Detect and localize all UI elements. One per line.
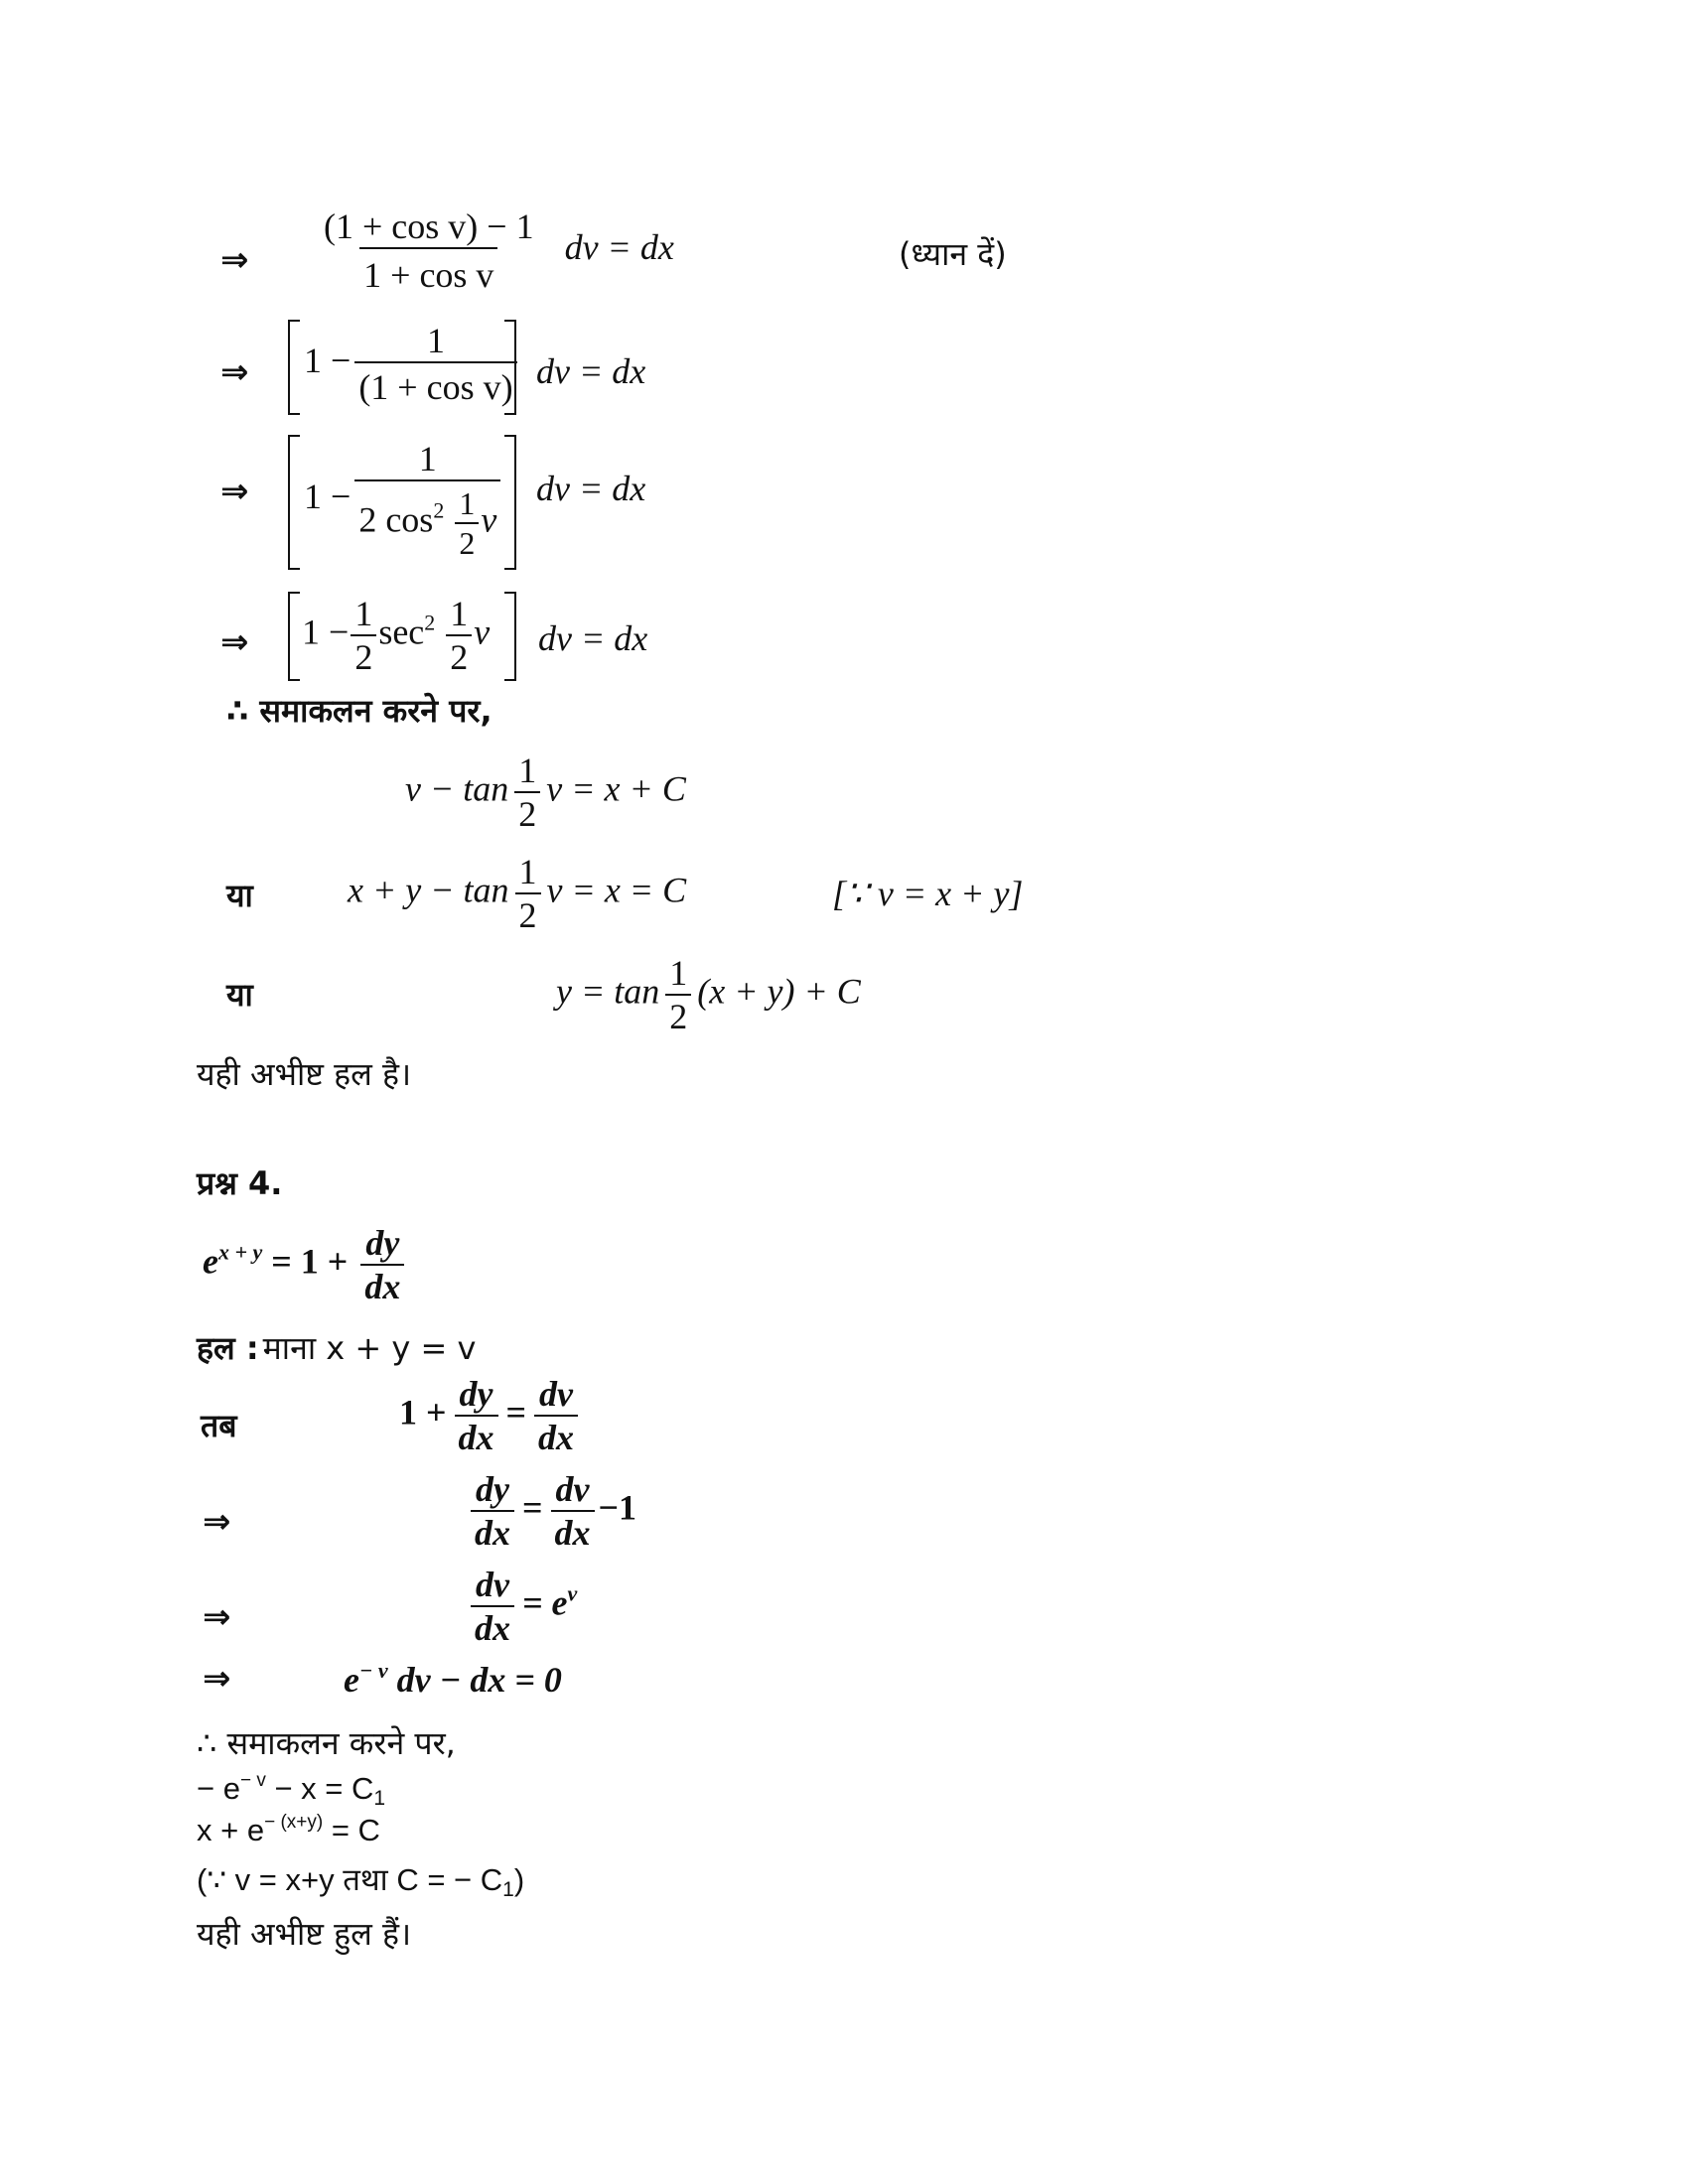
- step-tab-equation: [399, 1376, 586, 1455]
- exponent: − v: [358, 1658, 388, 1683]
- fraction-numerator: 1: [418, 439, 437, 478]
- ya-label: या: [226, 877, 253, 914]
- bracket-left: [288, 435, 300, 570]
- solution-line: [197, 1329, 477, 1367]
- half-denominator: 2: [446, 634, 472, 675]
- half-denominator: 2: [514, 791, 540, 832]
- bracket-left: [288, 320, 300, 415]
- half-denominator: 2: [351, 634, 376, 675]
- fraction-denominator: (1 + cos v): [354, 361, 516, 405]
- exp-base: e: [203, 1241, 218, 1282]
- equation-rhs: dv = dx: [536, 469, 646, 508]
- bracket-right: [504, 592, 516, 681]
- fraction-numerator: dy: [459, 1374, 493, 1414]
- variable-v: v: [481, 499, 497, 540]
- subscript: 1: [502, 1878, 514, 1901]
- minus-one: −1: [598, 1487, 637, 1528]
- exponent: 2: [433, 497, 445, 523]
- ya-label: या: [226, 976, 253, 1014]
- solution-text: माना x + y = v: [262, 1329, 477, 1367]
- result-part: (∵ v = x+y तथा C = − C: [197, 1862, 503, 1897]
- therefore-symbol: ∴: [226, 692, 249, 730]
- one-minus: 1 −: [302, 612, 350, 652]
- integrate-text: समाकलन करने पर,: [259, 692, 492, 730]
- integrate-line-2: [197, 1724, 456, 1762]
- fraction-numerator: dv: [539, 1374, 574, 1414]
- step-2-equation: [463, 1471, 636, 1551]
- fraction-numerator: dy: [476, 1469, 509, 1509]
- fraction-denominator: dx: [471, 1605, 514, 1646]
- result-part: = C: [323, 1813, 380, 1847]
- equation-mid: = 1 +: [262, 1241, 357, 1282]
- implies-arrow: ⇒: [203, 1502, 231, 1542]
- equation-step-4: [302, 596, 490, 675]
- half-denominator: 2: [665, 994, 691, 1034]
- note-dhyan-den: (ध्यान दें): [899, 235, 1007, 273]
- equation-rhs: dv = dx: [538, 618, 648, 658]
- half-denominator: 2: [515, 892, 541, 933]
- fraction-numerator: dv: [476, 1565, 509, 1604]
- bracket-right: [504, 435, 516, 570]
- tab-label: तब: [201, 1407, 237, 1444]
- half-numerator: 1: [354, 594, 373, 633]
- equation-rhs: v = x + C: [546, 768, 686, 809]
- result-line-3: [197, 1862, 525, 1901]
- equation-rhs: dv = dx: [536, 351, 646, 391]
- fraction-denominator: 1 + cos v: [359, 247, 497, 293]
- fraction-denominator: dx: [360, 1264, 404, 1304]
- one-minus: 1 −: [304, 476, 352, 516]
- fraction-numerator: dy: [365, 1223, 400, 1263]
- exponent: − v: [239, 1770, 266, 1791]
- integrate-text: समाकलन करने पर,: [226, 1724, 456, 1762]
- result-line-2: [197, 1812, 380, 1847]
- result-equation-3: [556, 955, 861, 1034]
- implies-arrow: ⇒: [220, 240, 249, 280]
- implies-arrow: ⇒: [220, 472, 249, 511]
- result-part: − e: [197, 1771, 240, 1806]
- result-part: x + e: [197, 1813, 265, 1847]
- fraction-numerator: (1 + cos v) − 1: [324, 206, 534, 246]
- solution-label: हल :: [197, 1329, 259, 1367]
- variable-v: v: [474, 612, 491, 652]
- fraction-denominator: dx: [471, 1510, 514, 1551]
- implies-arrow: ⇒: [203, 1659, 231, 1699]
- exponent: − (x+y): [264, 1812, 324, 1833]
- result-part: ): [513, 1862, 525, 1897]
- equation-lhs: v − tan: [405, 768, 509, 809]
- step-3-equation: [463, 1567, 577, 1646]
- equation-step-1: [316, 208, 674, 293]
- substitution-note: [∵ v = x + y]: [832, 874, 1024, 913]
- equation-rest: dv − dx = 0: [387, 1660, 562, 1700]
- fraction-denominator: dx: [551, 1510, 595, 1551]
- half-numerator: 1: [518, 852, 537, 891]
- fraction-numerator: 1: [426, 321, 445, 360]
- exp-base: e: [344, 1660, 359, 1700]
- exponent: 2: [424, 610, 436, 635]
- fraction-denominator: dx: [534, 1415, 578, 1455]
- equation-step-2: [304, 323, 521, 405]
- implies-arrow: ⇒: [203, 1597, 231, 1637]
- equals: =: [505, 1392, 527, 1433]
- equation-rhs: (x + y) + C: [697, 971, 861, 1012]
- fraction-numerator: dv: [555, 1469, 590, 1509]
- equation-rhs: v = x = C: [546, 870, 687, 910]
- equals: =: [522, 1487, 543, 1528]
- implies-arrow: ⇒: [220, 622, 249, 662]
- exponent: v: [567, 1580, 578, 1606]
- fraction-denominator: [354, 479, 500, 559]
- half-numerator: 1: [669, 953, 688, 993]
- conclusion-2: यही अभीष्ट हुल हैं।: [197, 1915, 412, 1953]
- sec-term: sec: [378, 612, 425, 652]
- half-denominator: 2: [455, 522, 479, 559]
- equation-lhs: y = tan: [556, 971, 660, 1012]
- cos-term: 2 cos: [358, 499, 434, 540]
- question-equation: [203, 1225, 408, 1304]
- half-numerator: 1: [450, 594, 469, 633]
- half-numerator: 1: [518, 751, 537, 790]
- equation-lhs: 1 +: [399, 1392, 447, 1433]
- equation-rhs: dv = dx: [564, 226, 674, 267]
- integrate-line: [226, 692, 492, 730]
- equals-e: = e: [522, 1582, 568, 1623]
- exponent: x + y: [217, 1239, 263, 1265]
- result-line-1: [197, 1770, 386, 1810]
- half-numerator: 1: [459, 485, 476, 521]
- subscript: 1: [373, 1787, 386, 1810]
- conclusion-1: यही अभीष्ट हल है।: [197, 1055, 412, 1093]
- therefore-symbol: ∴: [197, 1724, 217, 1762]
- implies-arrow: ⇒: [220, 352, 249, 392]
- fraction-denominator: dx: [455, 1415, 498, 1455]
- question-heading: प्रश्न 4.: [197, 1164, 283, 1202]
- step-4-equation: [344, 1658, 562, 1700]
- result-part: − x = C: [265, 1771, 374, 1806]
- bracket-left: [288, 592, 300, 681]
- result-equation-2: [348, 854, 686, 933]
- result-equation-1: [405, 752, 686, 832]
- equation-step-3: [304, 441, 504, 559]
- one-minus: 1 −: [304, 340, 352, 380]
- equation-lhs: x + y − tan: [348, 870, 509, 910]
